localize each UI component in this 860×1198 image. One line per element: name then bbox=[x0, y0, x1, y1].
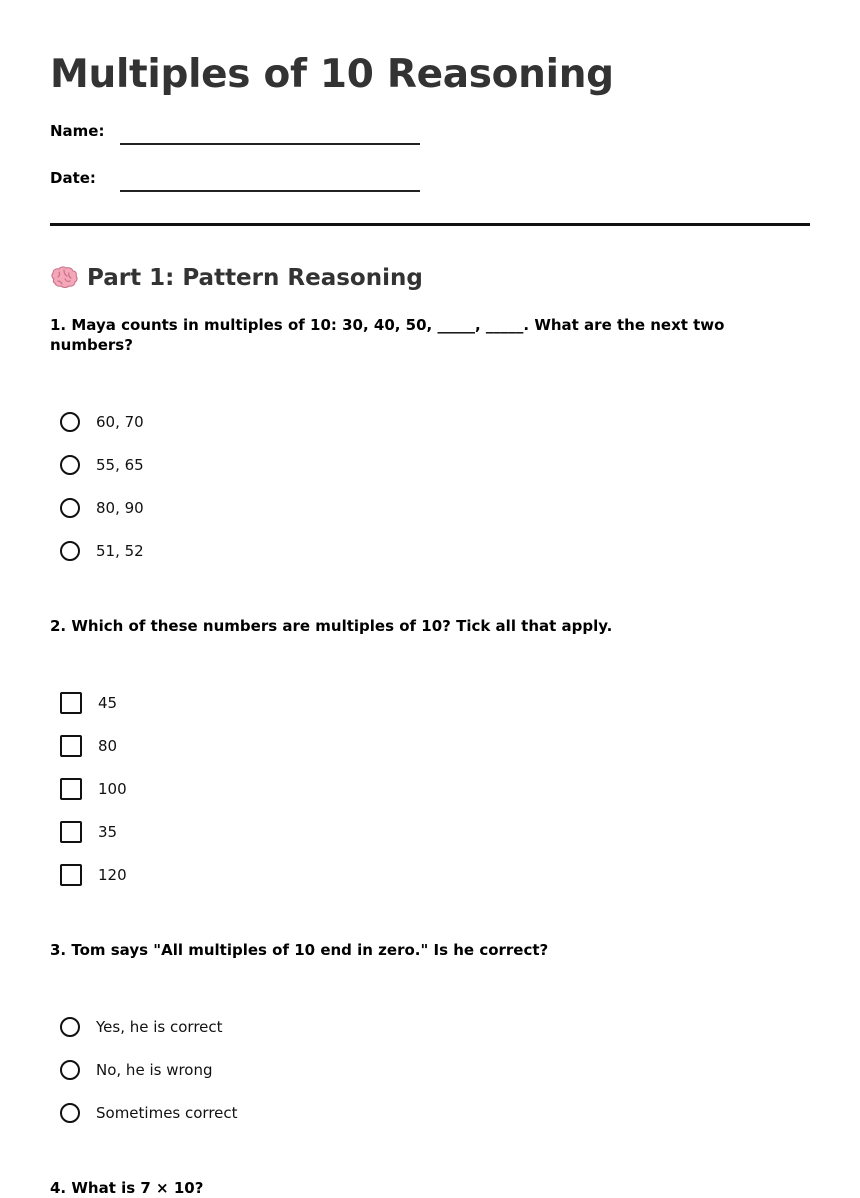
question-2-option-d[interactable] bbox=[50, 810, 810, 853]
radio-button[interactable] bbox=[60, 1060, 80, 1080]
option-label: Sometimes correct bbox=[96, 1103, 238, 1122]
option-label: 80, 90 bbox=[96, 498, 144, 517]
question-3-option-a[interactable] bbox=[50, 1005, 810, 1048]
question-2-option-b[interactable] bbox=[50, 724, 810, 767]
radio-button[interactable] bbox=[60, 541, 80, 561]
radio-button[interactable] bbox=[60, 412, 80, 432]
option-label: 45 bbox=[98, 693, 118, 712]
question-1-option-a[interactable] bbox=[50, 400, 810, 443]
name-label: Name: bbox=[50, 122, 105, 140]
question-1-option-c[interactable] bbox=[50, 486, 810, 529]
question-4-text: 4. What is 7 × 10? bbox=[50, 1179, 204, 1197]
option-label: 100 bbox=[98, 779, 127, 798]
question-2-text: 2. Which of these numbers are multiples of 10? Tick all that apply. bbox=[50, 617, 613, 635]
date-input-line[interactable] bbox=[120, 174, 420, 192]
section-divider bbox=[50, 223, 810, 226]
checkbox[interactable] bbox=[60, 692, 82, 714]
checkbox[interactable] bbox=[60, 735, 82, 757]
question-3-option-b[interactable] bbox=[50, 1048, 810, 1091]
section-title: Part 1: Pattern Reasoning bbox=[87, 265, 423, 291]
option-label: Yes, he is correct bbox=[96, 1017, 223, 1036]
option-label: 60, 70 bbox=[96, 412, 144, 431]
question-3-option-c[interactable] bbox=[50, 1091, 810, 1134]
question-1-text: 1. Maya counts in multiples of 10: 30, 40, 50, _____, _____. What are the next two numbers? bbox=[50, 316, 725, 354]
question-1-option-d[interactable] bbox=[50, 529, 810, 572]
option-label: 51, 52 bbox=[96, 541, 144, 560]
brain-icon bbox=[50, 266, 78, 290]
question-3-text: 3. Tom says "All multiples of 10 end in zero." Is he correct? bbox=[50, 941, 549, 959]
radio-button[interactable] bbox=[60, 1017, 80, 1037]
question-1-options bbox=[50, 400, 810, 572]
name-input-line[interactable] bbox=[120, 127, 420, 145]
page-title: Multiples of 10 Reasoning bbox=[50, 52, 614, 97]
option-label: 55, 65 bbox=[96, 455, 144, 474]
option-label: 35 bbox=[98, 822, 118, 841]
radio-button[interactable] bbox=[60, 1103, 80, 1123]
option-label: 80 bbox=[98, 736, 118, 755]
option-label: 120 bbox=[98, 865, 127, 884]
question-3-options bbox=[50, 1005, 810, 1134]
section-heading bbox=[50, 264, 810, 292]
date-field-row bbox=[50, 165, 810, 187]
question-2-option-c[interactable] bbox=[50, 767, 810, 810]
question-2-option-e[interactable] bbox=[50, 853, 810, 896]
radio-button[interactable] bbox=[60, 455, 80, 475]
checkbox[interactable] bbox=[60, 864, 82, 886]
checkbox[interactable] bbox=[60, 778, 82, 800]
question-2-options bbox=[50, 681, 810, 896]
option-label: No, he is wrong bbox=[96, 1060, 213, 1079]
radio-button[interactable] bbox=[60, 498, 80, 518]
question-1-option-b[interactable] bbox=[50, 443, 810, 486]
date-label: Date: bbox=[50, 169, 96, 187]
checkbox[interactable] bbox=[60, 821, 82, 843]
question-2-option-a[interactable] bbox=[50, 681, 810, 724]
name-field-row bbox=[50, 118, 810, 140]
